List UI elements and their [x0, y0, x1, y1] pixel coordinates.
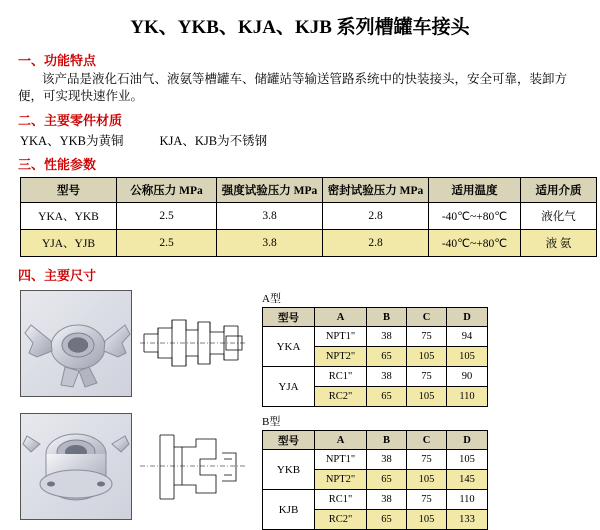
section-heading-features: 一、功能特点 [18, 53, 97, 68]
dim-cell-b: 65 [367, 510, 407, 530]
spec-cell-temp: -40℃~+80℃ [429, 203, 521, 230]
dimension-table-b [262, 430, 488, 530]
dim-cell-b: 38 [367, 367, 407, 387]
dim-header-c: C [407, 431, 447, 450]
dimension-table-a-holder [262, 290, 488, 407]
dim-cell-a: NPT2" [315, 470, 367, 490]
dimensions-section [0, 290, 600, 530]
dim-cell-d: 133 [447, 510, 488, 530]
spec-cell-seal: 2.8 [323, 230, 429, 257]
dim-cell-d: 105 [447, 347, 488, 367]
dim-cell-b: 38 [367, 450, 407, 470]
dim-cell-a: RC2" [315, 510, 367, 530]
dim-cell-c: 75 [407, 367, 447, 387]
spec-cell-model: YJA、YJB [21, 230, 117, 257]
section-heading-dimensions: 四、主要尺寸 [18, 268, 97, 283]
spec-header-seal-pressure: 密封试验压力 MPa [323, 178, 429, 203]
spec-cell-nominal: 2.5 [117, 203, 217, 230]
dim-cell-c: 105 [407, 510, 447, 530]
product-photo-a [20, 290, 132, 397]
dim-cell-model: KJB [263, 490, 315, 530]
dim-cell-d: 90 [447, 367, 488, 387]
dimension-table-b-holder [262, 413, 488, 530]
dim-header-b: B [367, 431, 407, 450]
dim-cell-c: 105 [407, 470, 447, 490]
performance-table [20, 177, 597, 257]
dimension-table-a-label: A型 [262, 293, 281, 305]
table-row [263, 367, 488, 387]
dim-cell-a: RC1" [315, 367, 367, 387]
spec-header-temperature: 适用温度 [429, 178, 521, 203]
spec-cell-temp: -40℃~+80℃ [429, 230, 521, 257]
dim-cell-d: 110 [447, 387, 488, 407]
dimension-row-a [0, 290, 600, 407]
technical-drawing-a [138, 290, 248, 395]
dim-cell-c: 75 [407, 327, 447, 347]
dim-cell-c: 105 [407, 387, 447, 407]
dim-cell-b: 65 [367, 387, 407, 407]
material-text-steel: KJA、KJB为不锈钢 [159, 134, 268, 148]
spec-cell-nominal: 2.5 [117, 230, 217, 257]
dimension-row-b [0, 413, 600, 530]
spec-header-strength-pressure: 强度试验压力 MPa [217, 178, 323, 203]
dim-header-model: 型号 [263, 431, 315, 450]
table-row [21, 203, 597, 230]
table-row [263, 327, 488, 347]
spec-cell-strength: 3.8 [217, 203, 323, 230]
spec-header-model: 型号 [21, 178, 117, 203]
technical-drawing-b [138, 413, 248, 518]
spec-header-nominal-pressure: 公称压力 MPa [117, 178, 217, 203]
dim-cell-model: YKB [263, 450, 315, 490]
table-row [263, 490, 488, 510]
table-row [263, 450, 488, 470]
dim-header-c: C [407, 308, 447, 327]
dim-cell-c: 105 [407, 347, 447, 367]
dim-cell-b: 65 [367, 470, 407, 490]
spec-header-medium: 适用介质 [521, 178, 597, 203]
dim-cell-d: 110 [447, 490, 488, 510]
spec-cell-medium: 液化气 [521, 203, 597, 230]
dimension-table-a [262, 307, 488, 407]
table-header-row [21, 178, 597, 203]
dim-cell-a: NPT2" [315, 347, 367, 367]
section-heading-material: 二、主要零件材质 [18, 113, 123, 128]
dim-cell-model: YKA [263, 327, 315, 367]
features-paragraph [18, 71, 582, 105]
table-row [21, 230, 597, 257]
dim-header-d: D [447, 431, 488, 450]
dim-cell-b: 65 [367, 347, 407, 367]
spec-cell-model: YKA、YKB [21, 203, 117, 230]
dim-cell-a: NPT1" [315, 327, 367, 347]
dim-cell-c: 75 [407, 490, 447, 510]
dim-header-a: A [315, 308, 367, 327]
dim-cell-d: 94 [447, 327, 488, 347]
page-title: YK、YKB、KJA、KJB 系列槽罐车接头 [130, 17, 470, 38]
dim-cell-d: 105 [447, 450, 488, 470]
material-line [20, 131, 600, 149]
table-header-row [263, 308, 488, 327]
dim-cell-c: 75 [407, 450, 447, 470]
spec-cell-strength: 3.8 [217, 230, 323, 257]
dim-cell-b: 38 [367, 490, 407, 510]
section-heading-performance: 三、性能参数 [18, 157, 97, 172]
dim-cell-d: 145 [447, 470, 488, 490]
dim-cell-a: RC2" [315, 387, 367, 407]
spec-cell-seal: 2.8 [323, 203, 429, 230]
dim-cell-model: YJA [263, 367, 315, 407]
dim-header-a: A [315, 431, 367, 450]
spec-cell-medium: 液 氨 [521, 230, 597, 257]
dim-header-b: B [367, 308, 407, 327]
material-text-brass: YKA、YKB为黄铜 [20, 134, 124, 148]
dim-cell-a: NPT1" [315, 450, 367, 470]
dim-header-d: D [447, 308, 488, 327]
product-photo-b [20, 413, 132, 520]
dim-cell-b: 38 [367, 327, 407, 347]
dim-cell-a: RC1" [315, 490, 367, 510]
dim-header-model: 型号 [263, 308, 315, 327]
dimension-table-b-label: B型 [262, 416, 281, 428]
table-header-row [263, 431, 488, 450]
features-text: 该产品是液化石油气、液氨等槽罐车、储罐站等输送管路系统中的快装接头，安全可靠，装卸方便，可实现快速作业。 [18, 72, 568, 103]
